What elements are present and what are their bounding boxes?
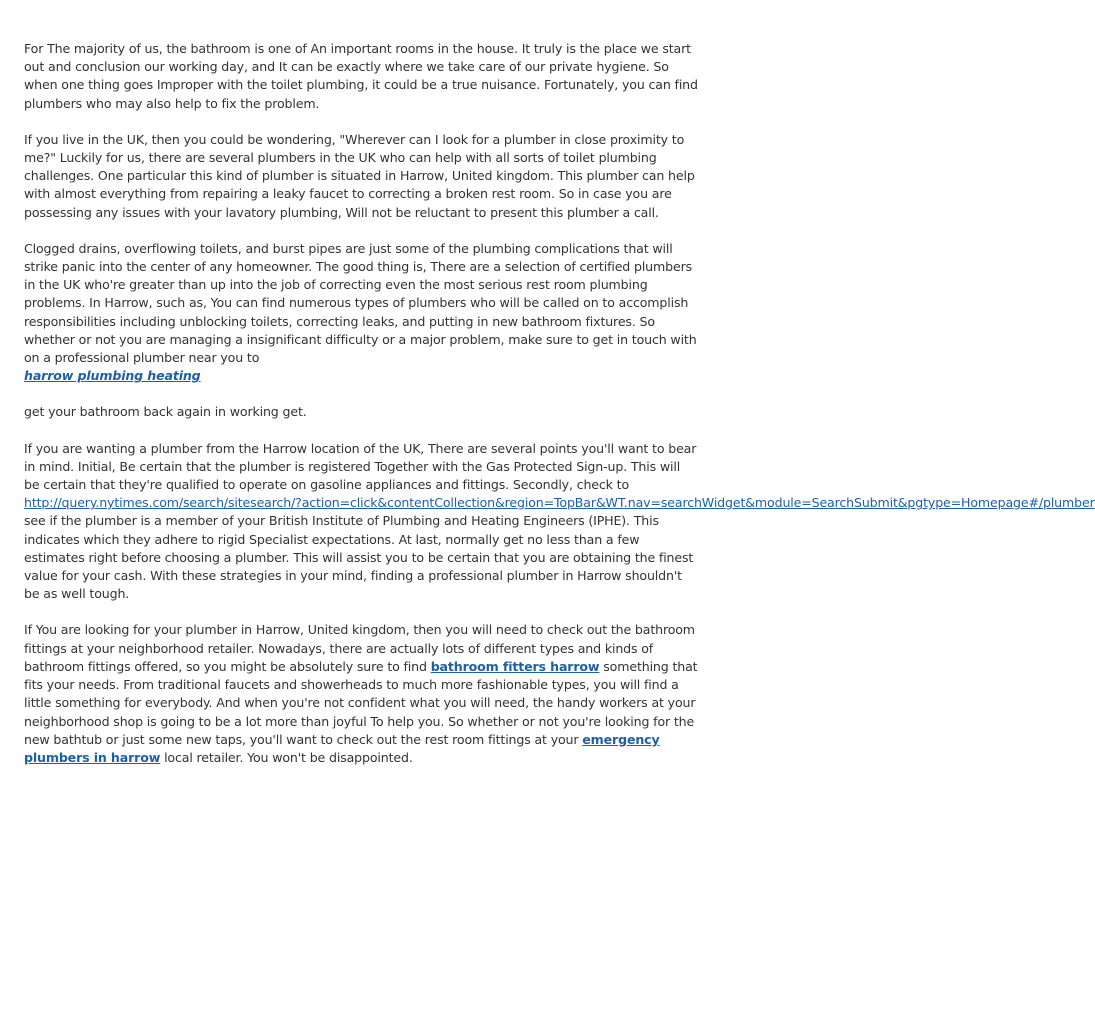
- paragraph-get-back: [24, 403, 698, 421]
- paragraph-intro: [24, 40, 698, 113]
- paragraph-bathroom-fittings-text-c: local retailer. You won't be disappointed.: [164, 749, 413, 765]
- paragraph-bathroom-fittings: [24, 621, 698, 767]
- paragraph-clogged-drains: [24, 240, 698, 386]
- paragraph-bathroom-fittings-text-a: If You are looking for your plumber in Harrow, United kingdom, then you will need to check out the bathroom fittings at your neighborhood retailer. Nowadays, there are actually lots of different types and kinds of bathroom fittings offered, so you might be absolutely sure to find: [24, 622, 695, 674]
- paragraph-get-back-text: get your bathroom back again in working get.: [24, 404, 307, 420]
- paragraph-clogged-drains-text: Clogged drains, overflowing toilets, and burst pipes are just some of the plumbing complications that will strike panic into the center of any homeowner. The good thing is, There are a selection of certified plumbers in the UK who're greater than up into the job of correcting even the most serious rest room plumbing problems. In Harrow, such as, You can find numerous types of plumbers who will be called on to accomplish responsibilities including unblocking toilets, correcting leaks, and putting in new bathroom fixtures. So whether or not you are managing a insignificant difficulty or a major problem, make sure to get in touch with on a professional plumber near you to: [24, 240, 697, 366]
- paragraph-choosing-plumber-text-b: see if the plumber is a member of your British Institute of Plumbing and Heating Engineers (IPHE). This indicates which they adhere to rigid Specialist expectations. At last, normally get no less than a few estimates right before choosing a plumber. This will assist you to be certain that you are obtaining the finest value for your cash. With these strategies in your mind, finding a professional plumber in Harrow shouldn't be as well tough.: [24, 513, 694, 602]
- paragraph-uk-plumbers-text: If you live in the UK, then you could be wondering, "Wherever can I look for a plumber in close proximity to me?" Luckily for us, there are several plumbers in the UK who can help with all sorts of toilet plumbing challenges. One particular this kind of plumber is situated in Harrow, United kingdom. This plumber can help with almost everything from repairing a leaky faucet to correcting a broken rest room. So in case you are possessing any issues with your lavatory plumbing, Will not be reluctant to present this plumber a call.: [24, 131, 695, 220]
- document-body: [24, 40, 1095, 785]
- harrow-plumbing-heating-link[interactable]: harrow plumbing heating: [24, 368, 201, 384]
- paragraph-intro-text: For The majority of us, the bathroom is one of An important rooms in the house. It truly is the place we start out and conclusion our working day, and It can be exactly where we take care of our private hygiene. So when one thing goes Improper with the toilet plumbing, it could be a true nuisance. Fortunately, you can find plumbers who may also help to fix the problem.: [24, 41, 698, 111]
- paragraph-choosing-plumber-text-a: If you are wanting a plumber from the Harrow location of the UK, There are several points you'll want to bear in mind. Initial, Be certain that the plumber is registered Together with the Gas Protected Sign-up. This will be certain that they're qualified to operate on gasoline appliances and fittings. Secondly, check to: [24, 440, 697, 493]
- paragraph-choosing-plumber: [24, 440, 1095, 604]
- bathroom-fitters-harrow-link[interactable]: bathroom fitters harrow: [430, 658, 600, 674]
- emergency-plumbers-harrow-link[interactable]: emergency plumbers in harrow: [24, 731, 660, 765]
- paragraph-bathroom-fittings-text-b: something that fits your needs. From traditional faucets and showerheads to much more fashionable types, you will find a little something for everybody. And when you're not confident what you will need, the handy workers at your neighborhood shop is going to be a lot more than joyful To help you. So whether or not you're looking for the new bathtub or just some new taps, you'll want to check out the rest room fittings at your: [24, 658, 698, 747]
- paragraph-uk-plumbers: [24, 131, 698, 222]
- nytimes-search-link[interactable]: http://query.nytimes.com/search/sitesearch/?action=click&contentCollection&region=TopBar&WT.nav=searchWidget&module=SearchSubmit&pgtype=Homepage#/plumber: [24, 495, 1095, 511]
